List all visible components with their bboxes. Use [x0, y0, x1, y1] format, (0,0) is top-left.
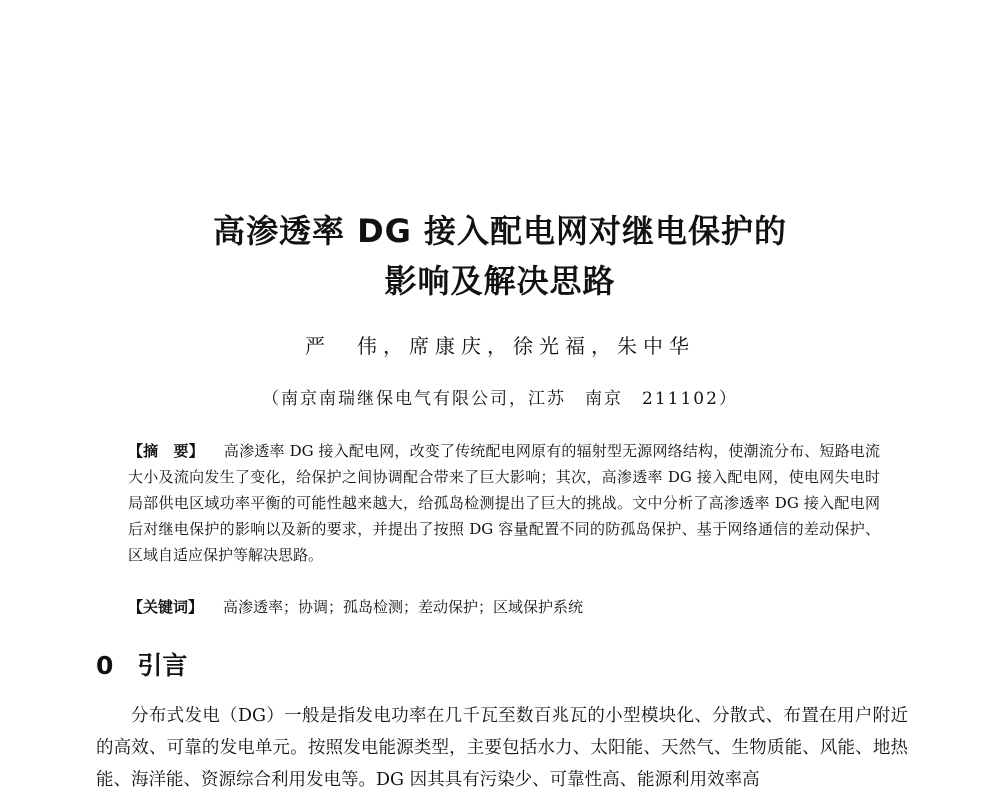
keywords-label: 【关键词】 — [128, 598, 204, 616]
section-number: 0 — [96, 651, 114, 680]
section-title: 引言 — [137, 651, 188, 680]
keywords-block — [128, 594, 583, 620]
paper-title-line2: 影响及解决思路 — [384, 262, 616, 300]
abstract-label: 【摘 要】 — [128, 442, 204, 460]
paper-affiliation: （南京南瑞继保电气有限公司，江苏 南京 211102） — [262, 389, 738, 409]
section-heading — [96, 646, 187, 682]
paper-title-line1: 高渗透率 DG 接入配电网对继电保护的 — [212, 212, 788, 250]
keywords-text: 高渗透率；协调；孤岛检测；差动保护；区域保护系统 — [223, 598, 584, 616]
abstract-block — [128, 438, 880, 568]
abstract-text: 高渗透率 DG 接入配电网，改变了传统配电网原有的辐射型无源网络结构，使潮流分布、短路电流大小及流向发生了变化，给保护之间协调配合带来了巨大影响；其次，高渗透率 DG 接入配电网，使电网失电时局部供电区域功率平衡的可能性越来越大，给孤岛检测提出了巨大的挑战。文中分析了高渗透率 DG 接入配电网后对继电保护的影响以及新的要求，并提出了按照 DG 容量配置不同的防孤岛保护、基于网络通信的差动保护、区域自适应保护等解决思路。 — [128, 442, 880, 564]
paper-authors: 严 伟，席康庆，徐光福，朱中华 — [305, 334, 695, 358]
intro-paragraph — [96, 700, 908, 796]
intro-text: 分布式发电（DG）一般是指发电功率在几千瓦至数百兆瓦的小型模块化、分散式、布置在用户附近的高效、可靠的发电单元。按照发电能源类型，主要包括水力、太阳能、天然气、生物质能、风能、地热能、海洋能、资源综合利用发电等。DG 因其具有污染少、可靠性高、能源利用效率高 — [96, 706, 908, 790]
